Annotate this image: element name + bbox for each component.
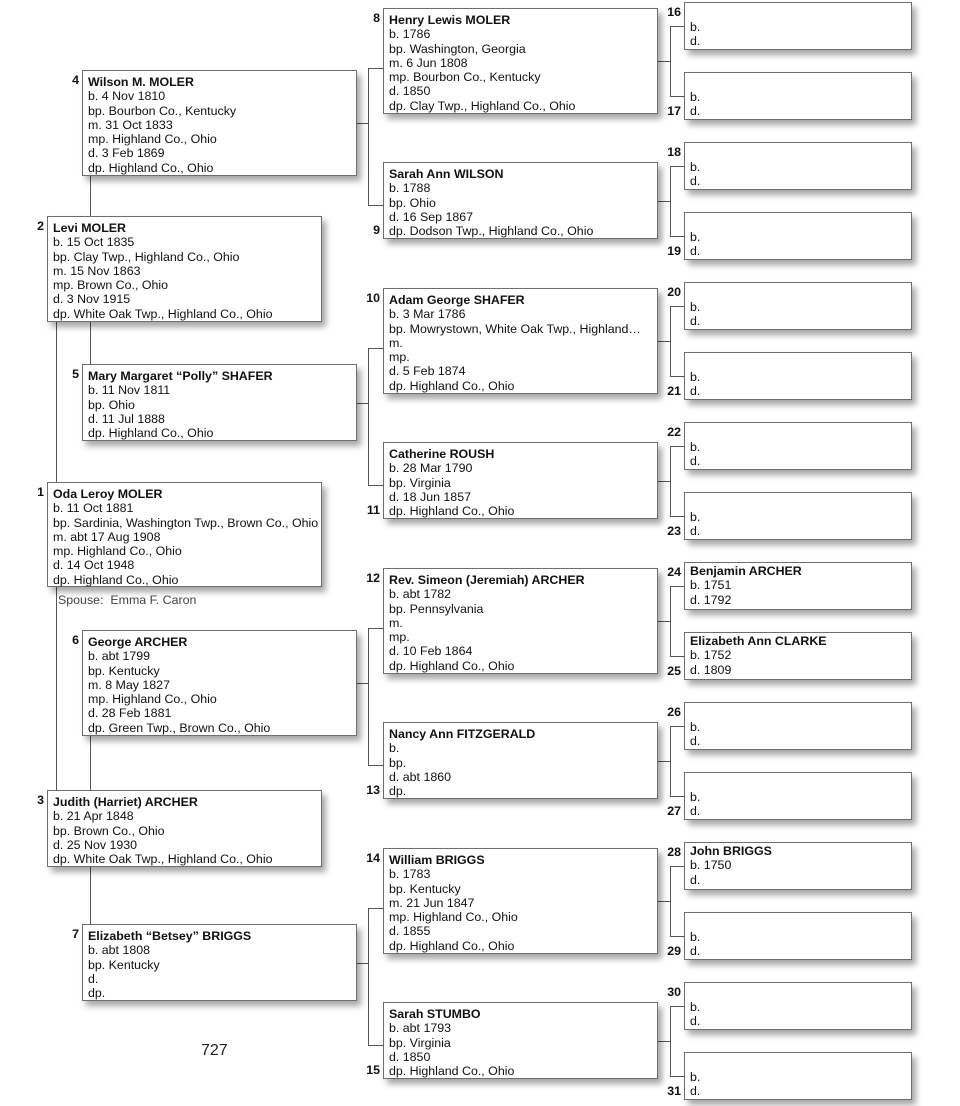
ahnentafel-number: 29 — [667, 944, 681, 958]
ahnentafel-number: 13 — [366, 783, 380, 797]
ahnentafel-number: 27 — [667, 804, 681, 818]
person-detail: bp. Kentucky — [389, 881, 461, 896]
person-detail: dp. Highland Co., Ohio — [53, 572, 179, 587]
person-name: Elizabeth “Betsey” BRIGGS — [88, 929, 252, 943]
person-detail: dp. Highland Co., Ohio — [389, 1064, 515, 1079]
person-detail: mp. — [389, 350, 410, 365]
ahnentafel-number: 3 — [37, 793, 44, 807]
connector-line — [670, 726, 671, 796]
person-box[interactable] — [684, 912, 912, 960]
ahnentafel-number: 24 — [667, 565, 681, 579]
person-detail: d. — [88, 971, 99, 986]
connector-line — [670, 26, 684, 27]
person-detail: b. 1788 — [389, 181, 431, 196]
person-detail: b. — [690, 790, 701, 804]
person-detail: mp. Highland Co., Ohio — [389, 910, 518, 925]
connector-line — [670, 866, 684, 867]
person-detail: b. abt 1782 — [389, 587, 452, 602]
connector-line — [658, 61, 670, 62]
connector-line — [368, 348, 369, 485]
person-detail: b. 4 Nov 1810 — [88, 89, 166, 104]
connector-line — [670, 516, 684, 517]
person-detail: b. — [690, 510, 701, 524]
person-name: Nancy Ann FITZGERALD — [389, 727, 536, 741]
person-box[interactable] — [47, 482, 322, 587]
person-detail: b. — [690, 160, 701, 174]
person-detail: b. abt 1808 — [88, 943, 151, 958]
spouse-name: Emma F. Caron — [110, 593, 197, 607]
person-detail: mp. Highland Co., Ohio — [53, 544, 182, 559]
connector-line — [670, 1076, 684, 1077]
person-detail: mp. Brown Co., Ohio — [53, 278, 169, 293]
person-detail: dp. Highland Co., Ohio — [88, 160, 214, 175]
person-name: Mary Margaret “Polly” SHAFER — [88, 369, 273, 383]
ahnentafel-number: 30 — [667, 985, 681, 999]
person-box[interactable] — [684, 212, 912, 260]
person-detail: d. 1850 — [389, 1049, 431, 1064]
person-name: George ARCHER — [88, 635, 188, 649]
person-box[interactable] — [383, 1002, 658, 1079]
connector-line — [658, 481, 670, 482]
person-detail: bp. Kentucky — [88, 957, 160, 972]
connector-line — [90, 322, 91, 364]
person-detail: d. — [690, 1014, 701, 1029]
person-detail: d. 5 Feb 1874 — [389, 364, 466, 379]
connector-line — [56, 322, 57, 482]
person-box[interactable] — [383, 442, 658, 519]
person-box[interactable] — [82, 630, 357, 736]
person-detail: bp. Bourbon Co., Kentucky — [88, 103, 237, 118]
connector-line — [670, 1006, 684, 1007]
person-detail: m. 8 May 1827 — [88, 677, 170, 692]
connector-line — [368, 485, 383, 486]
person-detail: b. — [690, 1070, 701, 1084]
person-detail: d. 1855 — [389, 924, 431, 939]
connector-line — [658, 341, 670, 342]
person-detail: d. 16 Sep 1867 — [389, 209, 474, 224]
person-detail: m. — [389, 335, 403, 350]
person-box[interactable] — [47, 790, 322, 867]
person-detail: dp. — [389, 784, 407, 799]
person-detail: b. 15 Oct 1835 — [53, 235, 135, 250]
person-detail: bp. Virginia — [389, 1035, 451, 1050]
connector-line — [368, 908, 383, 909]
connector-line — [670, 656, 684, 657]
connector-line — [670, 26, 671, 96]
person-detail: bp. Kentucky — [88, 663, 160, 678]
person-detail: dp. Highland Co., Ohio — [389, 378, 515, 393]
person-detail: d. — [690, 34, 701, 49]
person-detail: b. 21 Apr 1848 — [53, 809, 134, 824]
person-box[interactable] — [684, 72, 912, 120]
person-name: Sarah Ann WILSON — [389, 167, 504, 181]
person-detail: dp. Green Twp., Brown Co., Ohio — [88, 720, 271, 735]
person-detail: m. 21 Jun 1847 — [389, 895, 475, 910]
person-box[interactable] — [684, 632, 912, 680]
person-box[interactable] — [47, 216, 322, 322]
connector-line — [368, 908, 369, 1045]
ahnentafel-number: 6 — [72, 633, 79, 647]
ahnentafel-number: 22 — [667, 425, 681, 439]
person-box[interactable] — [684, 702, 912, 750]
person-box[interactable] — [383, 722, 658, 799]
person-box[interactable] — [82, 364, 357, 441]
ahnentafel-number: 2 — [37, 219, 44, 233]
person-name: John BRIGGS — [690, 844, 772, 858]
person-detail: bp. Sardinia, Washington Twp., Brown Co., Ohio — [53, 515, 319, 530]
ahnentafel-number: 21 — [667, 384, 681, 398]
spouse-note — [58, 593, 196, 607]
person-detail: b. 28 Mar 1790 — [389, 461, 473, 476]
person-detail: b. — [690, 230, 701, 244]
person-detail: d. — [690, 524, 701, 539]
ahnentafel-number: 17 — [667, 104, 681, 118]
connector-line — [368, 1045, 383, 1046]
person-box[interactable] — [82, 924, 357, 1001]
person-detail: dp. White Oak Twp., Highland Co., Ohio — [53, 852, 273, 867]
connector-line — [670, 96, 684, 97]
connector-line — [670, 166, 684, 167]
person-box[interactable] — [684, 1052, 912, 1100]
connector-line — [90, 176, 91, 216]
person-box[interactable] — [684, 2, 912, 50]
connector-line — [658, 901, 670, 902]
person-detail: b. 3 Mar 1786 — [389, 307, 466, 322]
person-name: Wilson M. MOLER — [88, 75, 194, 89]
person-detail: d. — [690, 174, 701, 189]
person-box[interactable] — [684, 352, 912, 400]
connector-line — [56, 587, 57, 790]
person-name: Catherine ROUSH — [389, 447, 495, 461]
ahnentafel-number: 1 — [37, 485, 44, 499]
person-box[interactable] — [383, 288, 658, 394]
person-detail: d. — [690, 734, 701, 749]
person-detail: dp. Clay Twp., Highland Co., Ohio — [389, 98, 576, 113]
person-detail: bp. Clay Twp., Highland Co., Ohio — [53, 249, 240, 264]
connector-line — [368, 348, 383, 349]
person-name: Rev. Simeon (Jeremiah) ARCHER — [389, 573, 585, 587]
person-box[interactable] — [383, 848, 658, 954]
person-detail: dp. White Oak Twp., Highland Co., Ohio — [53, 306, 273, 321]
connector-line — [368, 765, 383, 766]
person-detail: d. abt 1860 — [389, 769, 452, 784]
person-detail: dp. — [88, 986, 106, 1001]
person-detail: b. 1752 — [690, 648, 732, 663]
person-detail: dp. Dodson Twp., Highland Co., Ohio — [389, 224, 594, 239]
person-name: William BRIGGS — [389, 853, 485, 867]
person-detail: d. — [690, 244, 701, 259]
person-detail: m. abt 17 Aug 1908 — [53, 529, 161, 544]
ahnentafel-number: 18 — [667, 145, 681, 159]
person-box[interactable] — [684, 282, 912, 330]
person-box[interactable] — [684, 142, 912, 190]
person-detail: b. abt 1793 — [389, 1021, 452, 1036]
person-detail: b. 1786 — [389, 27, 431, 42]
person-detail: bp. — [389, 755, 407, 770]
ahnentafel-number: 9 — [373, 223, 380, 237]
person-detail: mp. — [389, 630, 410, 645]
person-box[interactable] — [684, 982, 912, 1030]
ahnentafel-number: 25 — [667, 664, 681, 678]
ahnentafel-number: 31 — [667, 1084, 681, 1098]
person-detail: b. 1750 — [690, 858, 732, 873]
person-box[interactable] — [383, 162, 658, 239]
connector-line — [670, 586, 684, 587]
person-detail: mp. Bourbon Co., Kentucky — [389, 70, 541, 85]
person-detail: b. — [690, 370, 701, 384]
connector-line — [368, 68, 383, 69]
person-detail: d. 14 Oct 1948 — [53, 558, 135, 573]
ahnentafel-number: 4 — [72, 73, 79, 87]
person-detail: d. 1809 — [690, 662, 732, 677]
person-detail: bp. Pennsylvania — [389, 601, 484, 616]
person-detail: d. 10 Feb 1864 — [389, 644, 473, 659]
person-detail: d. — [690, 944, 701, 959]
connector-line — [658, 621, 670, 622]
person-detail: d. — [690, 314, 701, 329]
ahnentafel-number: 5 — [72, 367, 79, 381]
spouse-label: Spouse: — [58, 593, 104, 607]
person-detail: b. 1751 — [690, 578, 732, 593]
ahnentafel-number: 10 — [366, 291, 380, 305]
connector-line — [670, 936, 684, 937]
person-detail: bp. Washington, Georgia — [389, 41, 526, 56]
person-detail: d. 18 Jun 1857 — [389, 489, 471, 504]
connector-line — [90, 867, 91, 924]
connector-line — [670, 866, 671, 936]
person-detail: b. — [690, 1000, 701, 1014]
person-detail: m. 31 Oct 1833 — [88, 117, 173, 132]
person-box[interactable] — [684, 492, 912, 540]
connector-line — [368, 68, 369, 205]
person-detail: m. 15 Nov 1863 — [53, 263, 141, 278]
person-detail: d. — [690, 384, 701, 399]
ahnentafel-number: 12 — [366, 571, 380, 585]
person-detail: b. — [690, 20, 701, 34]
person-detail: bp. Mowrystown, White Oak Twp., Highland… — [389, 321, 641, 336]
person-name: Sarah STUMBO — [389, 1007, 481, 1021]
person-box[interactable] — [684, 842, 912, 890]
connector-line — [368, 628, 383, 629]
person-detail: b. — [690, 720, 701, 734]
ahnentafel-number: 11 — [366, 503, 380, 517]
ahnentafel-number: 14 — [366, 851, 380, 865]
connector-line — [670, 586, 671, 656]
connector-line — [670, 446, 671, 516]
connector-line — [368, 628, 369, 765]
connector-line — [670, 726, 684, 727]
connector-line — [658, 1041, 670, 1042]
person-name: Adam George SHAFER — [389, 293, 525, 307]
connector-line — [658, 761, 670, 762]
person-detail: dp. Highland Co., Ohio — [88, 426, 214, 441]
ahnentafel-number: 19 — [667, 244, 681, 258]
person-detail: b. — [389, 741, 400, 756]
person-detail: mp. Highland Co., Ohio — [88, 132, 217, 147]
person-name: Henry Lewis MOLER — [389, 13, 511, 27]
person-detail: bp. Ohio — [389, 195, 436, 210]
connector-line — [670, 166, 671, 236]
person-detail: dp. Highland Co., Ohio — [389, 658, 515, 673]
person-detail: d. — [690, 454, 701, 469]
person-detail: b. — [690, 90, 701, 104]
connector-line — [670, 236, 684, 237]
person-box[interactable] — [684, 422, 912, 470]
person-detail: b. abt 1799 — [88, 649, 151, 664]
connector-line — [368, 205, 383, 206]
person-box[interactable] — [383, 8, 658, 114]
connector-line — [670, 376, 684, 377]
person-detail: d. — [690, 804, 701, 819]
person-detail: b. 11 Oct 1881 — [53, 501, 134, 516]
person-detail: dp. Highland Co., Ohio — [389, 938, 515, 953]
person-detail: d. 11 Jul 1888 — [88, 411, 165, 426]
page-number: 727 — [201, 1042, 228, 1059]
person-detail: d. — [690, 104, 701, 119]
connector-line — [670, 306, 671, 376]
ahnentafel-number: 16 — [667, 5, 681, 19]
person-name: Judith (Harriet) ARCHER — [53, 795, 198, 809]
person-name: Benjamin ARCHER — [690, 564, 802, 578]
connector-line — [670, 306, 684, 307]
person-detail: bp. Ohio — [88, 397, 135, 412]
person-detail: d. — [690, 872, 701, 887]
ahnentafel-number: 15 — [366, 1063, 380, 1077]
person-name: Oda Leroy MOLER — [53, 487, 163, 501]
person-detail: d. 28 Feb 1881 — [88, 706, 172, 721]
person-detail: d. 25 Nov 1930 — [53, 837, 138, 852]
connector-line — [658, 201, 670, 202]
person-detail: bp. Brown Co., Ohio — [53, 823, 165, 838]
ahnentafel-number: 8 — [373, 11, 380, 25]
person-detail: b. 1783 — [389, 867, 431, 882]
person-detail: m. 6 Jun 1808 — [389, 55, 468, 70]
person-box[interactable] — [383, 568, 658, 674]
person-name: Elizabeth Ann CLARKE — [690, 634, 827, 648]
person-box[interactable] — [684, 562, 912, 610]
person-detail: m. — [389, 615, 403, 630]
ahnentafel-number: 23 — [667, 524, 681, 538]
person-detail: b. 11 Nov 1811 — [88, 383, 171, 398]
connector-line — [90, 736, 91, 790]
person-name: Levi MOLER — [53, 221, 126, 235]
person-detail: b. — [690, 440, 701, 454]
connector-line — [670, 446, 684, 447]
person-detail: mp. Highland Co., Ohio — [88, 692, 217, 707]
ahnentafel-number: 20 — [667, 285, 681, 299]
person-detail: b. — [690, 300, 701, 314]
connector-line — [670, 796, 684, 797]
ahnentafel-number: 28 — [667, 845, 681, 859]
person-detail: d. 3 Nov 1915 — [53, 292, 131, 307]
connector-line — [670, 1006, 671, 1076]
person-detail: b. — [690, 930, 701, 944]
person-detail: d. 1792 — [690, 592, 732, 607]
person-box[interactable] — [684, 772, 912, 820]
person-detail: d. 1850 — [389, 84, 431, 99]
ahnentafel-number: 7 — [72, 927, 79, 941]
person-detail: d. — [690, 1084, 701, 1099]
person-detail: dp. Highland Co., Ohio — [389, 504, 515, 519]
person-detail: d. 3 Feb 1869 — [88, 146, 165, 161]
ahnentafel-number: 26 — [667, 705, 681, 719]
person-box[interactable] — [82, 70, 357, 176]
person-detail: bp. Virginia — [389, 475, 451, 490]
